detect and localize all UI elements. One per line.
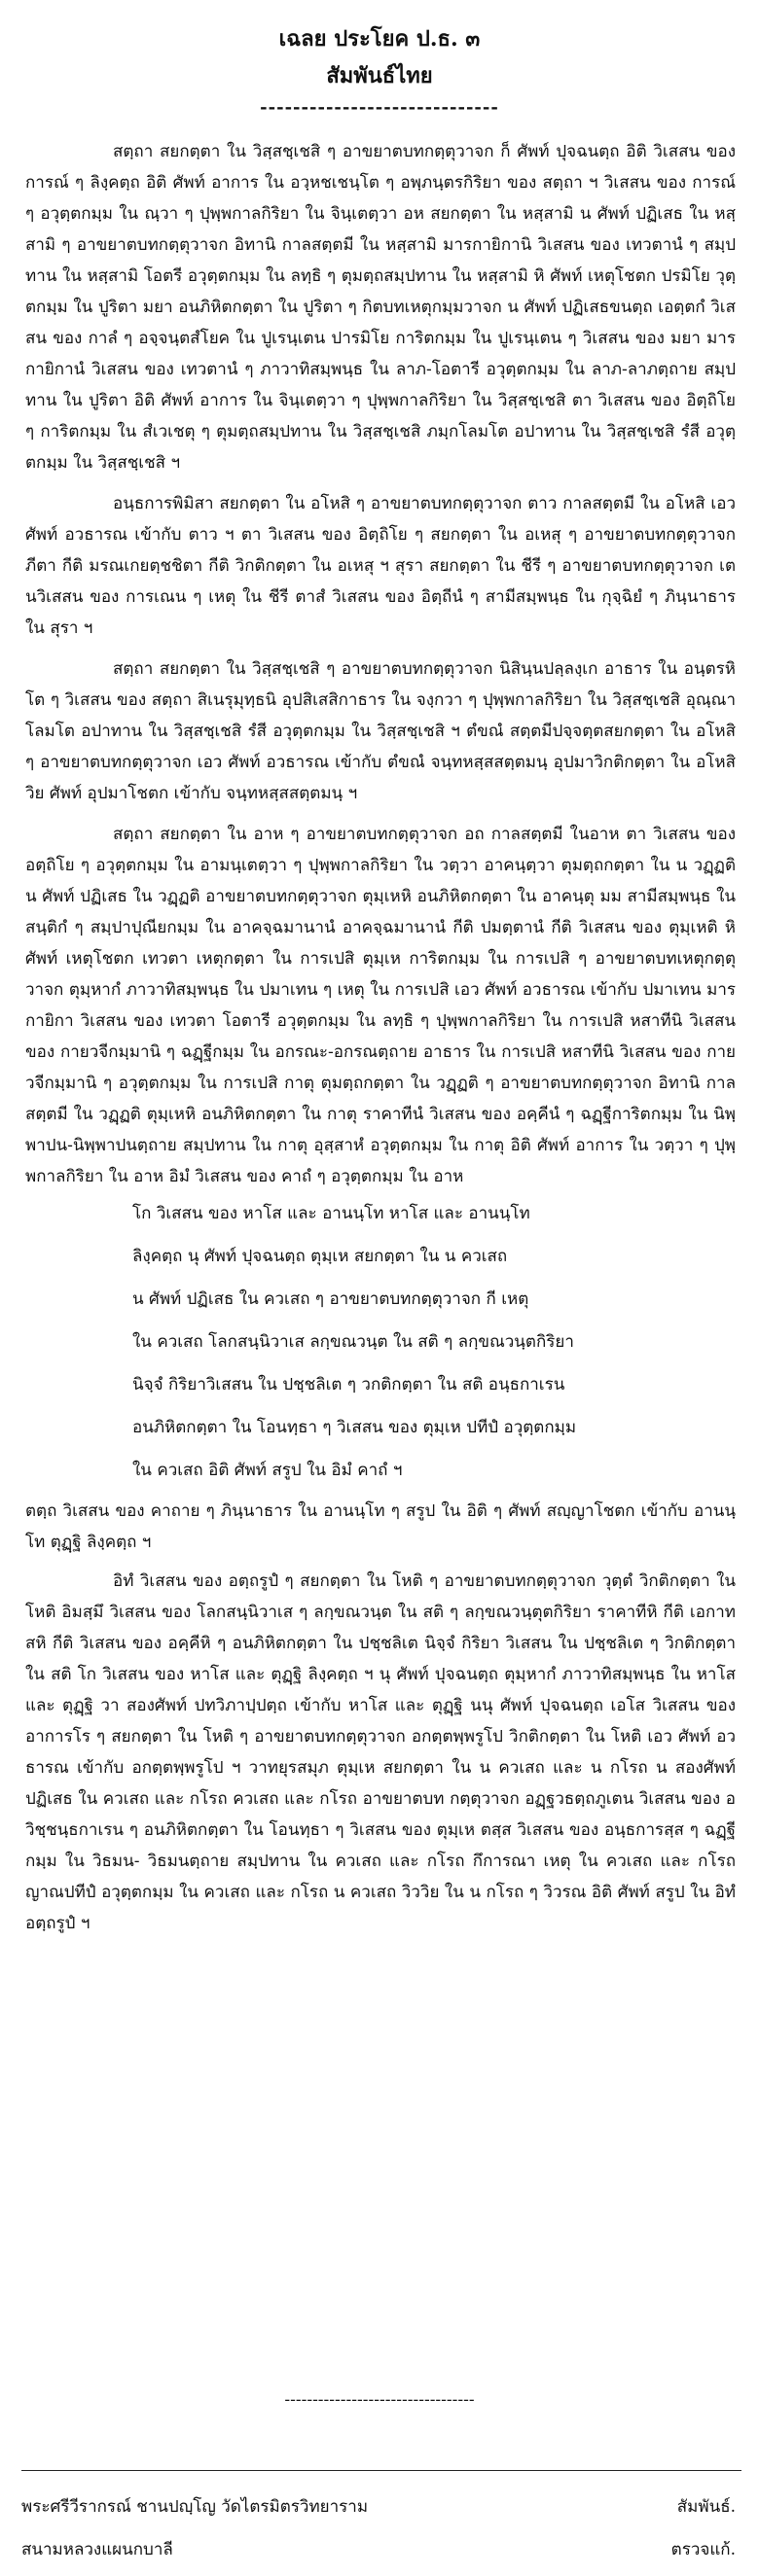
verse-line: ใน ควเสถ โลกสนฺนิวาเส ลกฺขณวนฺต ใน สติ ๆ ลกฺขณวนฺตกิริยา bbox=[132, 1332, 574, 1352]
paragraph-2: อนฺธการพิมิสา สยกตฺตา ใน อโหสิ ๆ อาขยาตบทกตฺตุวาจก ตาว กาลสตฺตมี ใน อโหสิ เอว ศัพท์ อวธารณ เข้ากับ ตาว ฯ ตา วิเสสน ของ อิตฺถิโย ๆ สยกตฺตา ใน อเหสุ ๆ อาขยาตบทกตฺตุวาจก ภีตา กีติ มรณเกยตฺชชิตา กีติ วิกติกตฺตา ใน อเหสุ ฯ สุรา สยกตฺตา ใน ชีรี ๆ อาขยาตบทกตฺตุวาจก เตนวิเสสน ของ การเณน ๆ เหตุ ใน ชีรี ตาสํ วิเสสน ของ อิตฺถีนํ ๆ สามีสมฺพนฺธ ใน กุจฺฉิยํ ๆ ภินฺนาธาร ใน สุรา ฯ bbox=[25, 494, 736, 638]
verse-line: อนภิหิตกตฺตา ใน โอนทฺธา ๆ วิเสสน ของ ตุมฺเห ปทีปํ อวุตฺตกมฺม bbox=[132, 1418, 577, 1437]
footer-rule bbox=[21, 2470, 741, 2471]
end-divider: ---------------------------------- bbox=[284, 2390, 475, 2410]
verse-line: ใน ควเสถ อิติ ศัพท์ สรูป ใน อิมํ คาถํ ฯ bbox=[132, 1461, 403, 1480]
header-divider: ----------------------------- bbox=[260, 97, 499, 118]
paragraph-1: สตฺถา สยกตฺตา ใน วิสฺสชฺเชสิ ๆ อาขยาตบทกตฺตุวาจก ก็ ศัพท์ ปุจฉนตฺถ อิติ วิเสสน ของ การณ์ ๆ ลิงฺคตฺถ อิติ ศัพท์ อาการ ใน อวฺหชเชนฺโต ๆ อพฺภนฺตรกิริยา ของ สตฺถา ฯ วิเสสน ของ การณ์ ๆ อวุตฺตกมฺม ใน ณฺวา ๆ ปุพฺพกาลกิริยา ใน จินฺเตตฺวา อห สยกตฺตา ใน หสฺสามิ น ศัพท์ ปฏิเสธ ใน หสฺสามิ ๆ อาขยาตบทกตฺตุวาจก อิทานิ กาลสตฺตมี ใน หสฺสามิ มารกายิกานิ วิเสสน ของ เทวตานํ ๆ สมฺปทาน ใน หสฺสามิ โอตรี อวุตฺตกมฺม ใน ลทฺธิ ๆ ตุมตฺถสมฺปทาน ใน หสฺสามิ หิ ศัพท์ เหตุโชตก ปรมิโย วุตฺตกมฺม ใน ปูริตา มยา อนภิหิตกตฺตา ใน ปูริตา ๆ กิตบทเหตุกมฺมวาจก น ศัพท์ ปฏิเสธขนตฺถ เอตฺตกํ วิเสสน ของ กาลํ ๆ อจฺจนฺตสํโยค ใน ปูเรนฺเตน ปารมิโย การิตกมฺม ใน ปูเรนฺเตน ๆ วิเสสน ของ มยา มารกายิกานํ วิเสสน ของ เทวตานํ ๆ ภาวาทิสมฺพนฺธ ใน ลาภ-โอตารี อวุตฺตกมฺม ใน ลาภ-ลาภตฺถาย สมฺปทาน ใน ปูริตา อิติ ศัพท์ อาการ ใน จินฺเตตฺวา ๆ ปุพฺพกาลกิริยา ใน วิสฺสชฺเชสิ ตา วิเสสน ของ อิตฺถิโย ๆ การิตกมฺม ใน สํเวเชตุ ๆ ตุมตฺถสมฺปทาน ใน วิสฺสชฺเชสิ ภมฺกโลมโต อปาทาน ใน วิสฺสชฺเชสิ รํสี อวุตฺตกมฺม ใน วิสฺสชฺเชสิ ฯ bbox=[25, 142, 736, 473]
document-title: เฉลย ประโยค ป.ธ. ๓ bbox=[278, 26, 481, 52]
paragraph-4: สตฺถา สยกตฺตา ใน อาห ๆ อาขยาตบทกตฺตุวาจก อถ กาลสตฺตมี ในอาห ตา วิเสสน ของ อตฺถิโย ๆ อวุตฺตกมฺม ใน อามนฺเตตฺวา ๆ ปุพฺพกาลกิริยา ใน วตฺวา อาคนฺตฺวา ตุมตฺถกตฺตา ใน น วฏฺฏติ น ศัพท์ ปฏิเสธ ใน วฏฺฏติ อาขยาตบทกตฺตุวาจก ตุมฺเหหิ อนภิหิตกตฺตา ใน อาคนฺตุ มม สามีสมฺพนฺธ ใน สนฺติกํ ๆ สมฺปาปุณียกมฺม ใน อาคจฺฉมานานํ อาคจฺฉมานานํ กีติ ปมตฺตานํ กีติ วิเสสน ของ ตุมฺเหติ หิ ศัพท์ เหตุโชตก เทวตา เหตุกตฺตา ใน การเปสิ ตุมฺเห การิตกมฺม ใน การเปสิ ๆ อาขยาตบทเหตุกตฺตุวาจก ตุมฺหากํ ภาวาทิสมฺพนฺธ ใน ปมาเทน ๆ เหตุ ใน การเปสิ เอว ศัพท์ อวธารณ เข้ากับ ปมาเทน มารกายิกา วิเสสน ของ เทวตา โอตารี อวุตฺตกมฺม ใน ลทฺธิ ๆ ปุพฺพกาลกิริยา ใน การเปสิ หสาทีนิ วิเสสน ของ กายวจีกมฺมานิ ๆ ฉฏฺฐีกมฺม ใน อกรณะ-อกรณตฺถาย อาธาร ใน การเปสิ หสาทีนิ วิเสสน ของ กายวจีกมฺมานิ ๆ อวุตฺตกมฺม ใน การเปสิ กาตุ ตุมตฺถกตฺตา ใน วฏฺฏติ ๆ อาขยาตบทกตฺตุวาจก อิทานิ กาลสตฺตมี ใน วฏฺฏติ ตุมฺเหหิ อนภิหิตกตฺตา ใน กาตุ ราคาทีนํ วิเสสน ของ อคฺคีนํ ๆ ฉฏฺฐีการิตกมฺม ใน นิพฺพาปน-นิพฺพาปนตฺถาย สมฺปทาน ใน กาตุ อุสฺสาหํ อวุตฺตกมฺม ใน กาตุ อิติ ศัพท์ อาการ ใน วตฺวา ๆ ปุพฺพกาลกิริยา ใน อาห อิมํ วิเสสน ของ คาถํ ๆ อวุตฺตกมฺม ใน อาห bbox=[25, 825, 737, 1186]
verse-line: นิจฺจํ กิริยาวิเสสน ใน ปชฺชลิเต ๆ วกติกตฺตา ใน สติ อนฺธกาเรน bbox=[132, 1375, 565, 1394]
footer-checker: สนามหลวงแผนกบาลี bbox=[21, 2540, 173, 2559]
footer-author: พระศรีวีรากรณ์ ชานปญฺโญ วัดไตรมิตรวิทยาราม bbox=[21, 2497, 369, 2517]
after-verse-text: ตตฺถ วิเสสน ของ คาถาย ๆ ภินฺนาธาร ใน อานนฺโท ๆ สรูป ใน อิติ ๆ ศัพท์ สญฺญาโชตก เข้ากับ อานนฺโท ตุฏฺฐิ ลิงฺคตฺถ ฯ bbox=[25, 1501, 736, 1552]
verse-line: ลิงฺคตฺถ นุ ศัพท์ ปุจฉนตฺถ ตุมฺเห สยกตฺตา ใน น ควเสถ bbox=[132, 1247, 508, 1266]
footer-checker-role: ตรวจแก้. bbox=[670, 2540, 736, 2559]
final-paragraph: อิทํ วิเสสน ของ อตฺถรูปํ ๆ สยกตฺตา ใน โหติ ๆ อาขยาตบทกตฺตุวาจก วุตฺตํ วิกติกตฺตา ใน โหติ อิมสฺมึ วิเสสน ของ โลกสนฺนิวาเส ๆ ลกฺขณวนฺต ใน สติ ๆ ลกฺขณวนฺตุตกิริยา ราคาทีหิ กีติ เอกาทสหิ กีติ วิเสสน ของ อคฺคีหิ ๆ อนภิหิตกตฺตา ใน ปชฺชลิเต นิจฺจํ กิริยา วิเสสน ใน ปชฺชลิเต ๆ วิกติกตฺตา ใน สติ โก วิเสสน ของ หาโส และ ตุฏฺฐิ ลิงฺคตฺถ ฯ นุ ศัพท์ ปุจฉนตฺถ ตุมฺหากํ ภาวาทิสมฺพนฺธ ใน หาโส และ ตุฏฺฐิ วา สองศัพท์ ปทวิภาปฺปตฺถ เข้ากับ หาโส และ ตุฏฺฐิ นนุ ศัพท์ ปุจฉนตฺถ เอโส วิเสสน ของ อาการโร ๆ สยกตฺตา ใน โหติ ๆ อาขยาตบทกตฺตุวาจก อกตฺตพฺพรูโป วิกติกตฺตา ใน โหติ เอว ศัพท์ อวธารณ เข้ากับ อกตฺตพฺพรูโป ฯ วาทยุรสมุภ ตุมฺเห สยกตฺตา ใน น ควเสถ และ น กโรถ น สองศัพท์ ปฏิเสธ ใน ควเสถ และ กโรถ ควเสถ และ กโรถ อาขยาตบท กตฺตุวาจก อฏฺฐวธตฺถภูเตน วิเสสน ของ อวิชฺชนฺธกาเรน ๆ อนภิหิตกตฺตา ใน โอนทฺธา ๆ วิเสสน ของ ตุมฺเห ตสฺส วิเสสน ของ อนฺธการสฺส ๆ ฉฏฺฐีกมฺม ใน วิธมน- วิธมนตฺถาย สมฺปทาน ใน ควเสถ และ กโรถ กึการณา เหตุ ใน ควเสถ และ กโรถ ญาณปทีปํ อวุตฺตกมฺม ใน ควเสถ และ กโรถ น ควเสถ วิววิย ใน น กโรถ ๆ วิวรณ อิติ ศัพท์ สรูป ใน อิทํ อตฺถรูปํ ฯ bbox=[25, 1571, 736, 1933]
verse-block bbox=[132, 1192, 736, 1492]
paragraph-3: สตฺถา สยกตฺตา ใน วิสฺสชฺเชสิ ๆ อาขยาตบทกตฺตุวาจก นิสินฺนปลฺลงฺเก อาธาร ใน อนฺตรหิโต ๆ วิเสสน ของ สตฺถา สิเนรุมุทฺธนิ อุปสิเสสิกาธาร ใน จงฺกวา ๆ ปุพฺพกาลกิริยา ใน วิสฺสชฺเชสิ อุณฺณาโลมโต อปาทาน ใน วิสฺสชฺเชสิ รํสี อวุตฺตกมฺม ใน วิสฺสชฺเชสิ ฯ ตํขณํ สตฺตมีปจฺจตฺตสยกตฺตา ใน อโหสิ ๆ อาขยาตบทกตฺตุวาจก เอว ศัพท์ อวธารณ เข้ากับ ตํขณํ จนฺทหสฺสสตฺตมนฺ อุปมาวิกติกตฺตา ใน อโหสิ วิย ศัพท์ อุปมาโชตก เข้ากับ จนฺทหสฺสสตฺตมนฺ ฯ bbox=[25, 659, 736, 803]
verse-line: น ศัพท์ ปฏิเสธ ใน ควเสถ ๆ อาขยาตบทกตฺตุวาจก กี เหตุ bbox=[132, 1289, 529, 1309]
document-subtitle: สัมพันธ์ไทย bbox=[326, 63, 433, 88]
verse-line: โก วิเสสน ของ หาโส และ อานนฺโท หาโส และ อานนฺโท bbox=[132, 1204, 530, 1223]
footer-author-role: สัมพันธ์. bbox=[676, 2497, 736, 2517]
document-body bbox=[25, 136, 736, 1949]
